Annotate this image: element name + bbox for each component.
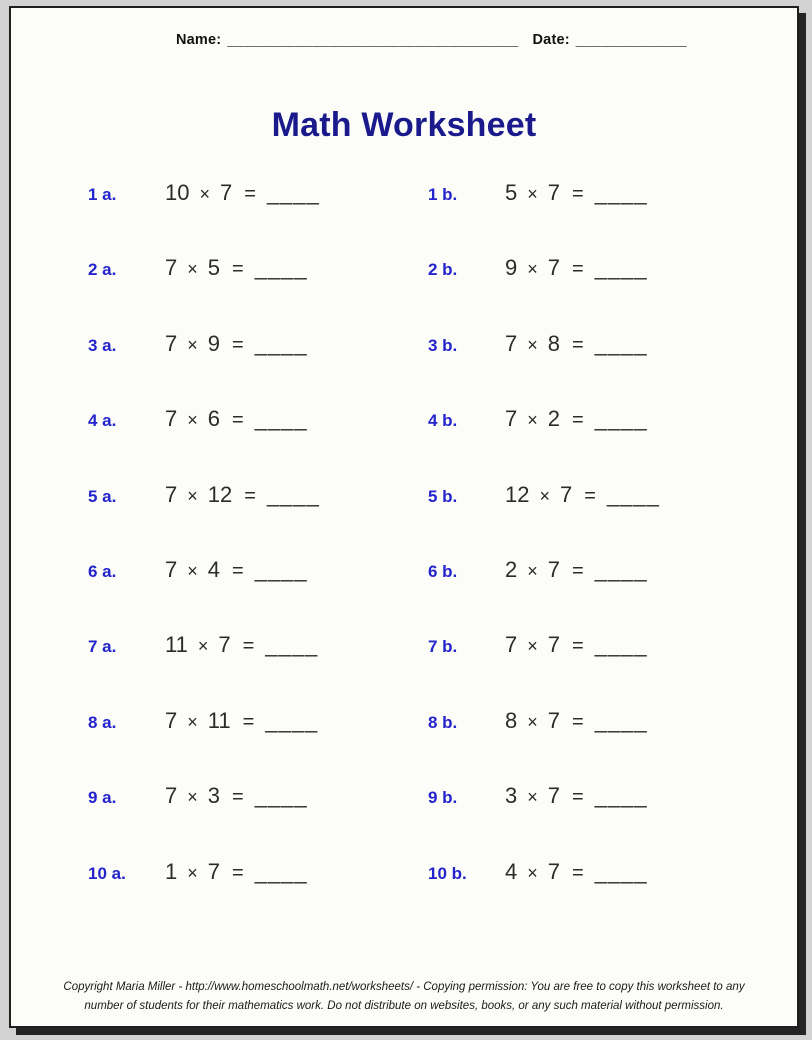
name-label: Name: <box>176 32 222 48</box>
answer-blank: ____ <box>254 406 308 432</box>
page-title: Math Worksheet <box>271 106 537 144</box>
multiplier: 7 <box>547 783 561 809</box>
answer-blank: ____ <box>594 632 648 658</box>
multiplicand: 2 <box>505 556 518 582</box>
problem-row-6 <box>11 557 797 632</box>
equals-sign: = <box>232 333 244 356</box>
problem-expression <box>165 482 320 508</box>
answer-blank: ____ <box>594 556 648 582</box>
problem-cell-4a <box>88 406 428 432</box>
answer-blank: ____ <box>254 255 308 281</box>
problem-expression <box>505 180 648 206</box>
problem-cell-6a <box>88 557 428 583</box>
worksheet-page <box>9 6 799 1028</box>
problem-row-8 <box>11 708 797 783</box>
problem-expression <box>165 557 308 583</box>
multiplier: 7 <box>547 255 561 281</box>
times-sign: × <box>187 334 198 355</box>
times-sign: × <box>527 259 538 280</box>
name-fill-line: __________________________________ <box>227 32 519 48</box>
problem-number: 7 b. <box>428 637 458 657</box>
problem-cell-2a <box>88 255 428 281</box>
multiplicand: 8 <box>505 707 518 733</box>
multiplier: 3 <box>207 783 221 809</box>
answer-blank: ____ <box>266 180 320 205</box>
times-sign: × <box>199 184 210 204</box>
equals-sign: = <box>572 710 584 733</box>
equals-sign: = <box>572 635 584 658</box>
answer-blank: ____ <box>594 858 648 884</box>
problem-expression <box>165 859 308 885</box>
problem-number: 9 a. <box>88 788 117 808</box>
multiplier: 6 <box>207 406 221 432</box>
problem-cell-1b <box>428 180 648 206</box>
problem-row-4 <box>11 406 797 481</box>
multiplier: 12 <box>207 481 233 507</box>
multiplicand: 4 <box>505 858 518 884</box>
times-sign: × <box>187 410 198 431</box>
times-sign: × <box>187 787 198 808</box>
problem-number: 5 b. <box>428 486 458 506</box>
times-sign: × <box>187 560 198 581</box>
copyright-line-1: Copyright Maria Miller - http://www.homeschoolmath.net/worksheets/ - Copying permission: You are free to copy this worksheet to any <box>63 981 745 993</box>
problem-number: 5 a. <box>88 486 117 506</box>
multiplicand: 7 <box>165 556 178 582</box>
multiplicand: 1 <box>165 858 178 884</box>
times-sign: × <box>527 334 538 355</box>
problem-number: 10 b. <box>428 863 467 883</box>
multiplier: 7 <box>547 707 561 733</box>
problem-cell-7a <box>88 632 428 658</box>
answer-blank: ____ <box>265 632 319 658</box>
multiplier: 9 <box>207 330 221 356</box>
multiplicand: 7 <box>165 707 178 733</box>
problem-number: 1 b. <box>428 185 458 204</box>
equals-sign: = <box>242 710 255 733</box>
equals-sign: = <box>232 786 244 809</box>
multiplicand: 12 <box>505 481 530 507</box>
answer-blank: ____ <box>594 330 648 356</box>
multiplier: 8 <box>547 330 561 356</box>
problem-expression <box>165 331 308 357</box>
answer-blank: ____ <box>254 858 308 884</box>
equals-sign: = <box>242 635 255 658</box>
times-sign: × <box>527 560 538 581</box>
problem-expression <box>505 482 660 508</box>
problem-cell-5a <box>88 482 428 508</box>
problem-number: 4 a. <box>88 411 117 431</box>
problem-cell-3b <box>428 331 648 357</box>
copyright-line-2: number of students for their mathematics work. Do not distribute on websites, books, or any such material without permission. <box>84 1000 724 1012</box>
equals-sign: = <box>572 183 584 205</box>
multiplicand: 10 <box>165 180 190 205</box>
times-sign: × <box>527 410 538 431</box>
problem-row-9 <box>11 783 797 858</box>
problem-cell-3a <box>88 331 428 357</box>
answer-blank: ____ <box>594 707 648 733</box>
problem-cell-1a <box>88 180 428 206</box>
times-sign: × <box>527 636 538 657</box>
problem-expression <box>165 406 308 432</box>
equals-sign: = <box>232 258 244 281</box>
problem-number: 1 a. <box>88 185 117 204</box>
multiplier: 11 <box>207 707 231 733</box>
problem-cell-9a <box>88 783 428 809</box>
problem-number: 7 a. <box>88 637 117 657</box>
multiplier: 7 <box>218 632 231 658</box>
times-sign: × <box>539 485 550 506</box>
answer-blank: ____ <box>606 481 660 507</box>
multiplier: 7 <box>547 632 561 658</box>
problem-expression <box>505 708 648 734</box>
answer-blank: ____ <box>266 481 320 507</box>
problem-cell-5b <box>428 482 660 508</box>
problem-grid <box>11 180 797 934</box>
answer-blank: ____ <box>594 406 648 432</box>
answer-blank: ____ <box>265 707 319 733</box>
problem-row-2 <box>11 255 797 330</box>
problem-number: 2 b. <box>428 260 458 280</box>
problem-expression <box>165 180 320 206</box>
answer-blank: ____ <box>594 783 648 809</box>
multiplicand: 7 <box>165 255 178 281</box>
multiplier: 7 <box>220 180 233 205</box>
name-date-header <box>176 32 687 48</box>
problem-cell-4b <box>428 406 648 432</box>
date-fill-line: _____________ <box>575 32 688 48</box>
problem-row-1 <box>11 180 797 255</box>
equals-sign: = <box>244 183 256 205</box>
problem-cell-8b <box>428 708 648 734</box>
times-sign: × <box>527 711 538 732</box>
problem-cell-2b <box>428 255 648 281</box>
times-sign: × <box>187 711 198 732</box>
problem-row-10 <box>11 859 797 934</box>
answer-blank: ____ <box>594 255 648 281</box>
problem-expression <box>165 255 308 281</box>
equals-sign: = <box>572 409 584 432</box>
problem-number: 9 b. <box>428 788 458 808</box>
equals-sign: = <box>232 861 244 884</box>
date-label: Date: <box>532 32 570 48</box>
problem-expression <box>505 859 648 885</box>
equals-sign: = <box>584 484 596 507</box>
answer-blank: ____ <box>254 556 308 582</box>
problem-cell-9b <box>428 783 648 809</box>
multiplicand: 7 <box>165 481 178 507</box>
problem-cell-7b <box>428 632 648 658</box>
answer-blank: ____ <box>254 330 308 356</box>
multiplicand: 7 <box>505 632 518 658</box>
multiplier: 2 <box>547 406 561 432</box>
problem-expression <box>505 557 648 583</box>
problem-expression <box>165 708 318 734</box>
problem-expression <box>165 783 308 809</box>
equals-sign: = <box>244 484 256 507</box>
multiplicand: 7 <box>165 330 178 356</box>
times-sign: × <box>187 862 198 883</box>
answer-blank: ____ <box>594 180 648 205</box>
problem-cell-10a <box>88 859 428 885</box>
multiplicand: 7 <box>505 406 518 432</box>
multiplicand: 7 <box>505 330 518 356</box>
problem-row-7 <box>11 632 797 707</box>
problem-number: 6 a. <box>88 561 117 581</box>
equals-sign: = <box>572 861 584 884</box>
problem-expression <box>505 632 648 658</box>
problem-number: 3 b. <box>428 335 458 355</box>
problem-cell-6b <box>428 557 648 583</box>
answer-blank: ____ <box>254 783 308 809</box>
problem-expression <box>505 783 648 809</box>
problem-expression <box>505 331 648 357</box>
equals-sign: = <box>572 786 584 809</box>
multiplicand: 7 <box>165 783 178 809</box>
equals-sign: = <box>572 333 584 356</box>
multiplier: 4 <box>207 556 221 582</box>
problem-cell-8a <box>88 708 428 734</box>
times-sign: × <box>527 862 538 883</box>
multiplicand: 9 <box>505 255 518 281</box>
multiplier: 7 <box>207 858 221 884</box>
times-sign: × <box>527 787 538 808</box>
multiplicand: 3 <box>505 783 518 809</box>
problem-row-3 <box>11 331 797 406</box>
problem-expression <box>505 406 648 432</box>
multiplier: 7 <box>547 556 561 582</box>
problem-number: 6 b. <box>428 561 458 581</box>
problem-number: 2 a. <box>88 260 117 280</box>
multiplier: 7 <box>547 180 561 205</box>
multiplier: 5 <box>207 255 221 281</box>
problem-number: 10 a. <box>88 863 126 883</box>
problem-number: 3 a. <box>88 335 117 355</box>
problem-row-5 <box>11 482 797 557</box>
times-sign: × <box>527 184 538 204</box>
multiplier: 7 <box>560 481 573 507</box>
equals-sign: = <box>572 258 584 281</box>
multiplicand: 7 <box>165 406 178 432</box>
multiplicand: 5 <box>505 180 518 205</box>
problem-number: 8 b. <box>428 712 458 732</box>
equals-sign: = <box>232 409 244 432</box>
problem-cell-10b <box>428 859 648 885</box>
multiplier: 7 <box>547 858 561 884</box>
times-sign: × <box>187 485 198 506</box>
copyright-footer <box>31 978 777 1016</box>
problem-expression <box>505 255 648 281</box>
equals-sign: = <box>232 559 244 582</box>
problem-expression <box>165 632 318 658</box>
equals-sign: = <box>572 559 584 582</box>
times-sign: × <box>197 636 209 657</box>
problem-number: 8 a. <box>88 712 117 732</box>
times-sign: × <box>187 259 198 280</box>
multiplicand: 11 <box>165 632 188 658</box>
problem-number: 4 b. <box>428 411 458 431</box>
